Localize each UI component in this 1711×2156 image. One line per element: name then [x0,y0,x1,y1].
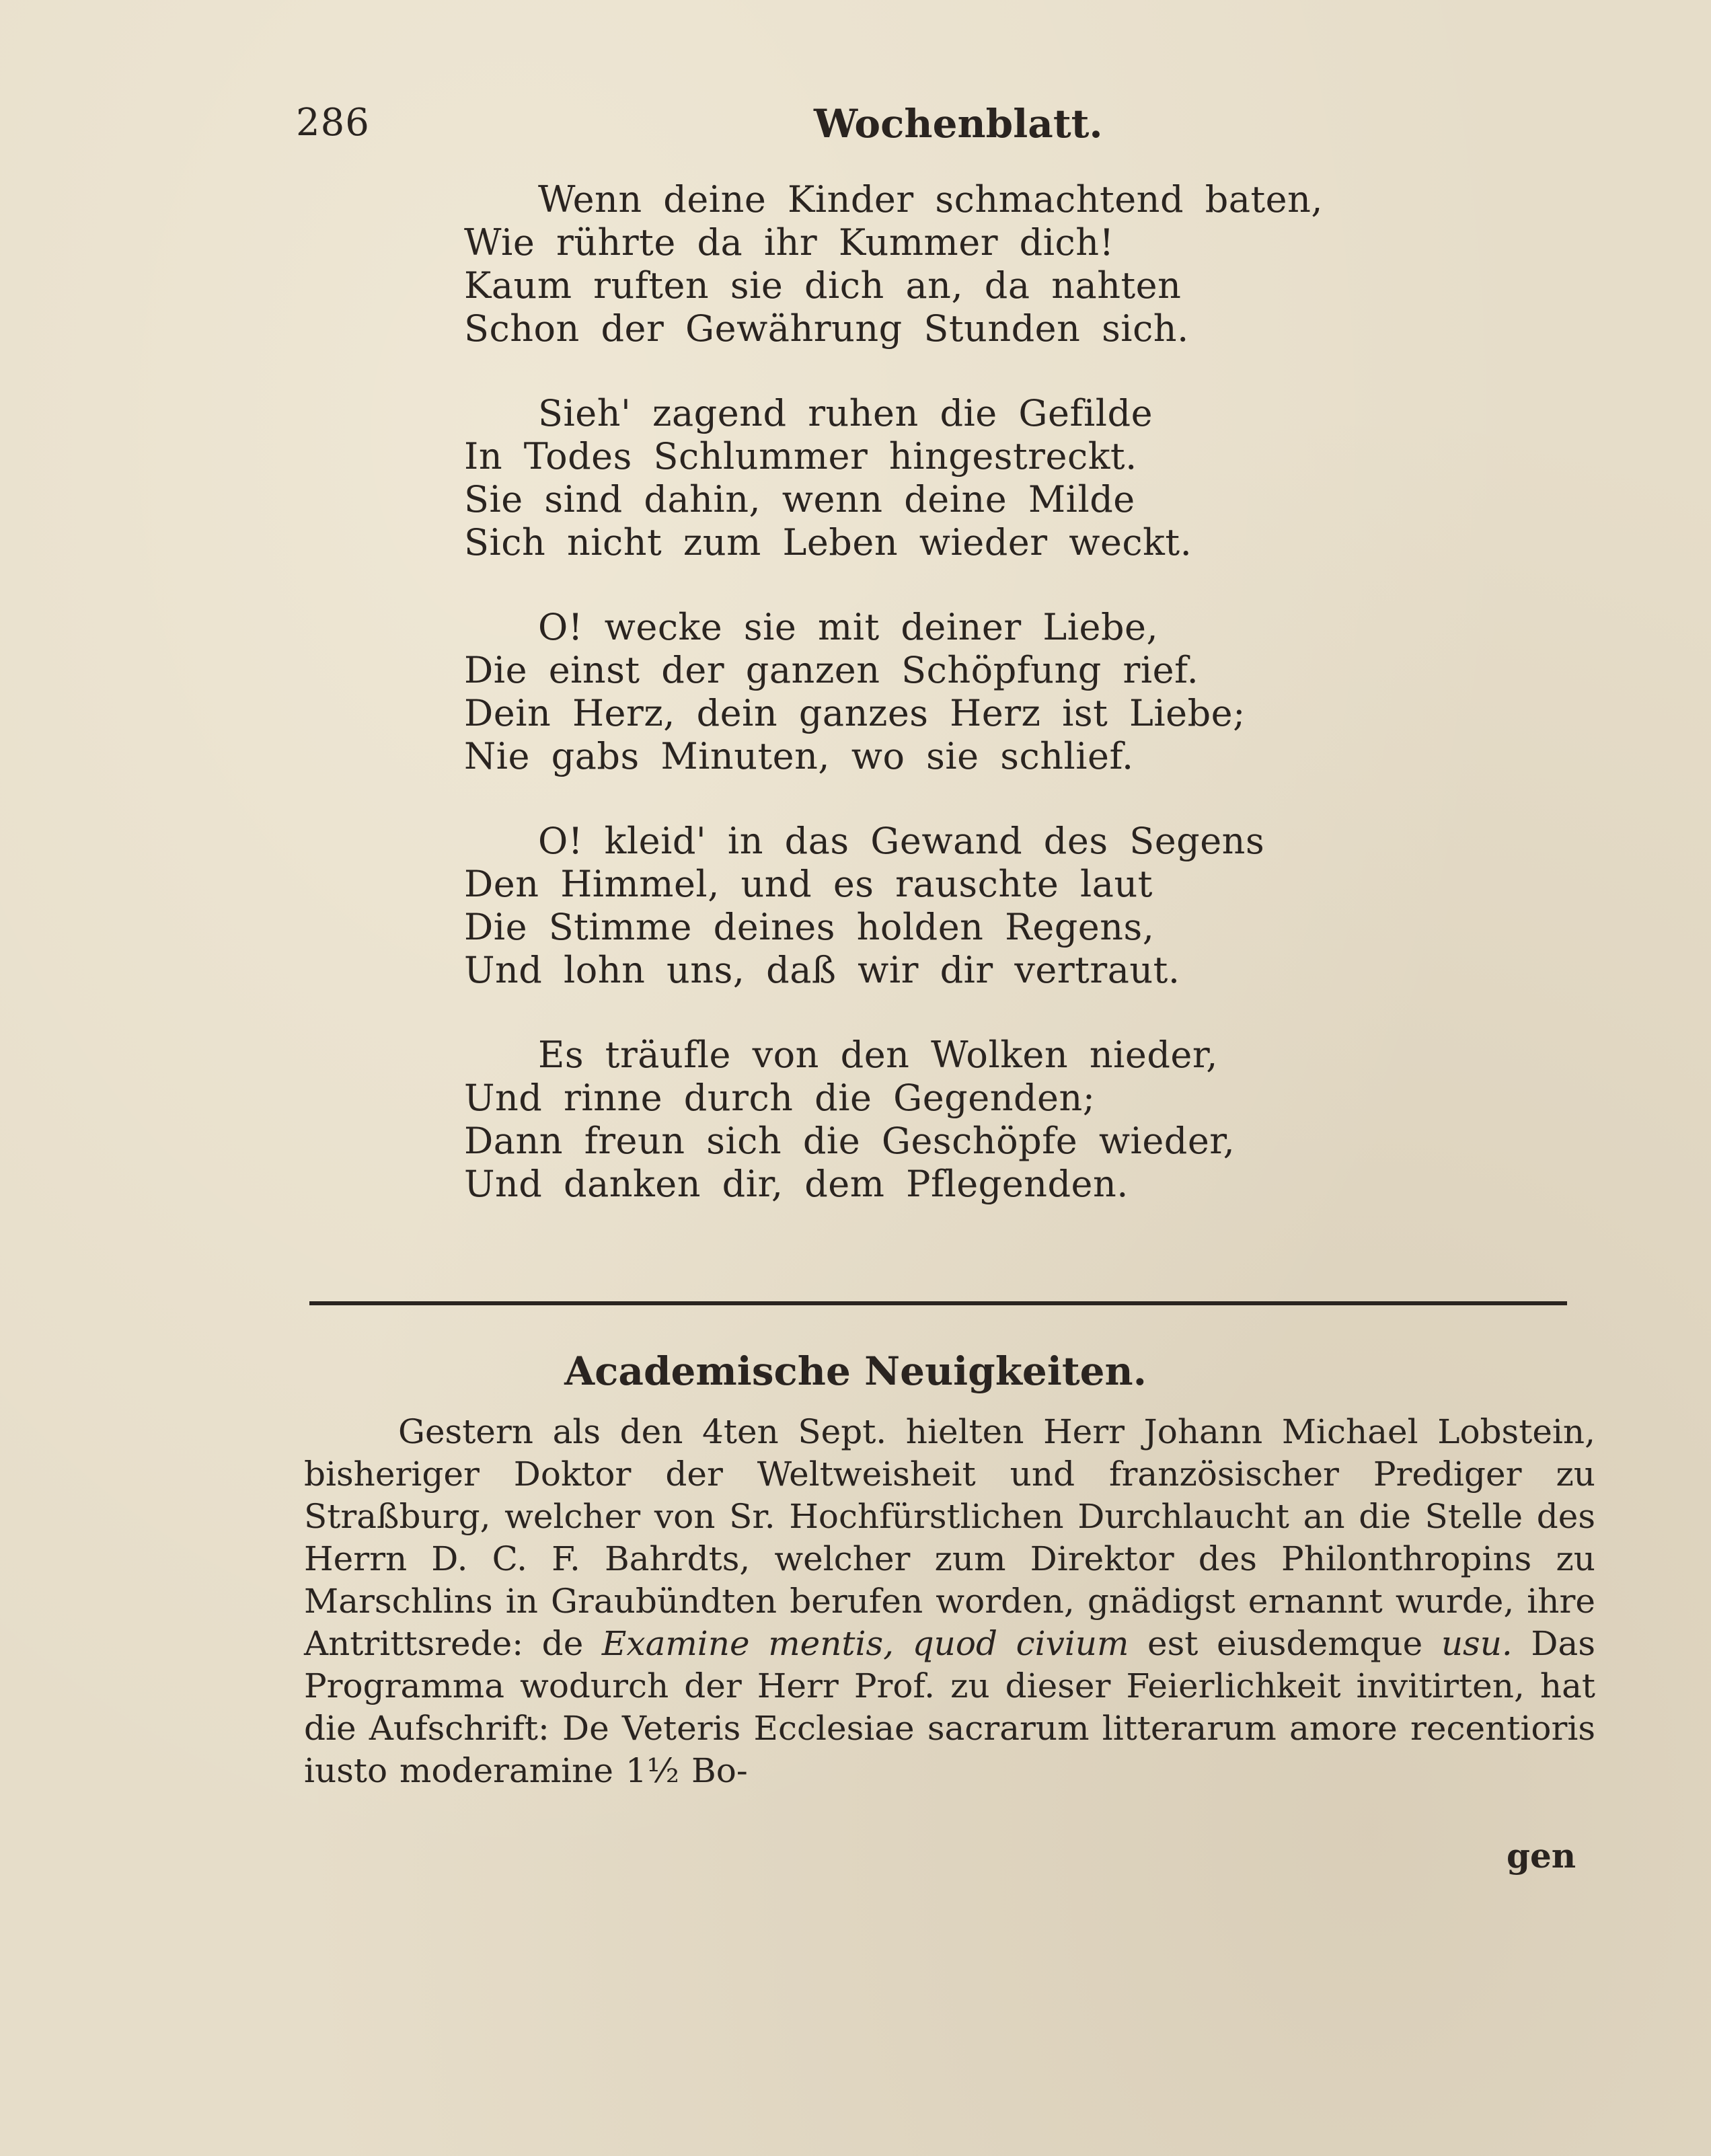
article-text: Gestern als den 4ten Sept. hielten Herr Johann Michael Lobstein, bisheriger Doktor der Weltweisheit und französischer Prediger zu Straßburg, welcher von Sr. Hochfürstlichen Durchlaucht an die Stelle des Herrn D. C. F. Bahrdts, welcher zum Direktor des Philonthropins zu Marschlins in Graubündten berufen worden, gnädigst ernannt wurde, ihre Antrittsrede: de [304,1412,1595,1663]
poem-line: Den Himmel, und es rauschte laut [464,863,1153,905]
running-head: Wochenblatt. [814,101,1103,147]
poem-stanza-5 [464,1034,1439,1206]
poem-line: In Todes Schlummer hingestreckt. [464,435,1137,477]
poem-line: Wie rührte da ihr Kummer dich! [464,221,1114,264]
poem-line: Und lohn uns, daß wir dir vertraut. [464,949,1180,991]
poem-stanza-3 [464,606,1439,778]
poem-line: Wenn deine Kinder schmachtend baten, [538,178,1324,221]
poem-line: Kaum ruften sie dich an, da nahten [464,264,1182,307]
poem-line: Die Stimme deines holden Regens, [464,906,1155,948]
poem-line: Und danken dir, dem Pflegenden. [464,1163,1129,1205]
page-header [296,101,1574,161]
poem-stanza-1 [464,178,1439,350]
poem-line: Sieh' zagend ruhen die Gefilde [538,392,1153,434]
poem [464,178,1439,1247]
poem-line: Nie gabs Minuten, wo sie schlief. [464,735,1134,777]
poem-line: Schon der Gewährung Stunden sich. [464,307,1189,350]
poem-line: O! kleid' in das Gewand des Segens [538,820,1265,862]
page-number: 286 [296,101,370,145]
article-text: Das Programma wodurch der Herr Prof. zu dieser Feierlichkeit invitirten, hat die Aufschrift: De Veteris Ecclesiae sacrarum litterarum amore recentioris iusto moderamine 1½ Bo- [304,1624,1595,1790]
poem-stanza-2 [464,392,1439,564]
article-text-italic: usu. [1441,1624,1513,1663]
poem-line: Es träufle von den Wolken nieder, [538,1034,1218,1076]
news-article [304,1411,1595,1792]
article-text: est eiusdemque [1129,1624,1441,1663]
section-title: Academische Neuigkeiten. [564,1348,1147,1394]
poem-line: Dann freun sich die Geschöpfe wieder, [464,1120,1235,1162]
section-divider [309,1301,1567,1305]
poem-line: Die einst der ganzen Schöpfung rief. [464,649,1199,691]
poem-line: Und rinne durch die Gegenden; [464,1077,1096,1119]
poem-line: Dein Herz, dein ganzes Herz ist Liebe; [464,692,1246,734]
article-text-italic: Examine mentis, quod civium [601,1624,1129,1663]
poem-line: Sich nicht zum Leben wieder weckt. [464,521,1192,564]
catchword: gen [1507,1836,1576,1876]
poem-stanza-4 [464,820,1439,992]
poem-line: Sie sind dahin, wenn deine Milde [464,478,1135,521]
poem-line: O! wecke sie mit deiner Liebe, [538,606,1159,648]
